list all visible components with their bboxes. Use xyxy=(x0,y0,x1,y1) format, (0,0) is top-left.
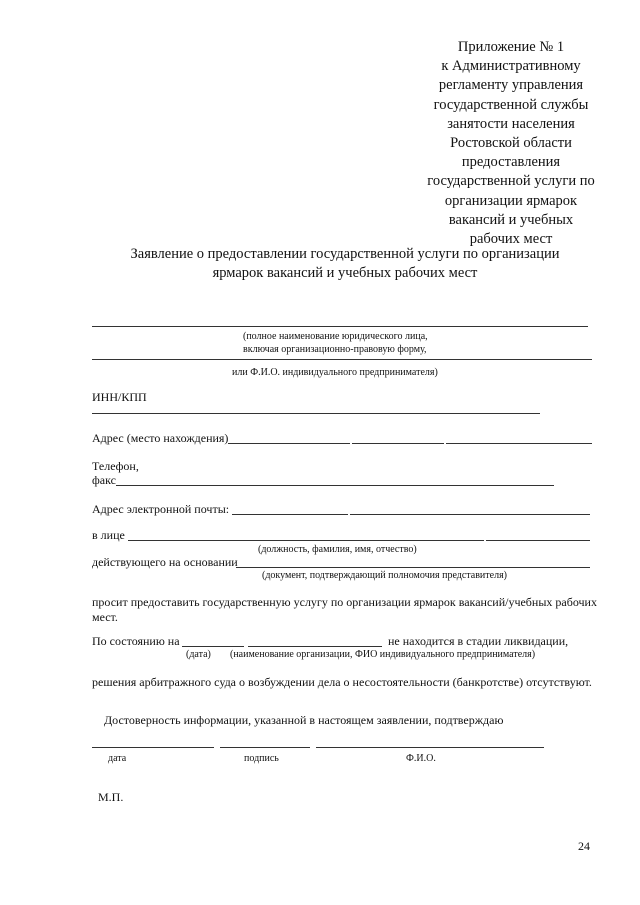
inn-label: ИНН/КПП xyxy=(92,390,147,404)
person-field[interactable] xyxy=(486,540,590,541)
address-field[interactable] xyxy=(352,443,444,444)
appendix-line: вакансий и учебных xyxy=(448,211,574,228)
org-name-field[interactable] xyxy=(92,326,588,327)
fax-label: факс xyxy=(92,473,116,487)
appendix-line: рабочих мест xyxy=(469,231,553,248)
status-org-field[interactable] xyxy=(248,646,382,647)
phone-fax-field[interactable] xyxy=(116,485,554,486)
email-label: Адрес электронной почты: xyxy=(92,502,230,516)
sign-fio-label: Ф.И.О. xyxy=(406,753,436,764)
sign-date-field[interactable] xyxy=(92,747,214,748)
appendix-line: Приложение № 1 xyxy=(457,39,565,55)
inn-field[interactable] xyxy=(92,413,540,414)
appendix-line: организации ярмарок xyxy=(444,192,578,209)
date-hint: (дата) xyxy=(186,649,211,660)
document-title xyxy=(100,245,590,283)
appendix-line: к Административному xyxy=(441,58,581,75)
sign-signature-field[interactable] xyxy=(220,747,310,748)
appendix-line: регламенту управления xyxy=(438,77,584,94)
appendix-line: государственной услуги по xyxy=(427,173,595,190)
status-suffix: не находится в стадии ликвидации, xyxy=(388,634,569,648)
title-line: Заявление о предоставлении государственной услуги по организации xyxy=(130,246,560,262)
title-line: ярмарок вакансий и учебных рабочих мест xyxy=(212,265,478,281)
org-name-hint: (полное наименование юридического лица, xyxy=(243,331,428,342)
page-number: 24 xyxy=(578,839,590,853)
sign-fio-field[interactable] xyxy=(316,747,544,748)
request-text: просит предоставить государственную услугу по организации ярмарок вакансий/учебных рабочих xyxy=(92,595,597,609)
status-prefix: По состоянию на xyxy=(92,634,180,648)
status-date-field[interactable] xyxy=(182,646,244,647)
appendix-line: Ростовской области xyxy=(450,135,572,152)
basis-field[interactable] xyxy=(236,567,590,568)
org-name-hint-2: (наименование организации, ФИО индивидуального предпринимателя) xyxy=(230,649,536,660)
appendix-line: предоставления xyxy=(461,154,561,171)
person-hint: (должность, фамилия, имя, отчество) xyxy=(258,544,417,555)
request-text: мест. xyxy=(92,610,118,624)
person-label: в лице xyxy=(92,528,125,542)
org-name-hint: или Ф.И.О. индивидуального предпринимателя) xyxy=(232,367,438,378)
court-text: решения арбитражного суда о возбуждении дела о несостоятельности (банкротстве) отсутствуют. xyxy=(92,675,592,689)
person-field[interactable] xyxy=(128,540,484,541)
address-field[interactable] xyxy=(228,443,350,444)
stamp-label: М.П. xyxy=(98,790,124,804)
appendix-block xyxy=(398,38,624,249)
confirm-text: Достоверность информации, указанной в настоящем заявлении, подтверждаю xyxy=(104,713,504,727)
basis-hint: (документ, подтверждающий полномочия представителя) xyxy=(262,570,508,581)
sign-date-label: дата xyxy=(108,753,127,764)
basis-label: действующего на основании xyxy=(92,555,238,569)
appendix-line: государственной службы xyxy=(433,96,589,113)
address-label: Адрес (место нахождения) xyxy=(92,431,229,445)
email-field[interactable] xyxy=(232,514,348,515)
phone-label: Телефон, xyxy=(92,459,139,473)
org-name-hint: включая организационно-правовую форму, xyxy=(243,344,427,355)
sign-signature-label: подпись xyxy=(244,753,279,764)
email-field[interactable] xyxy=(350,514,590,515)
org-name-field-2[interactable] xyxy=(92,359,592,360)
address-field[interactable] xyxy=(446,443,592,444)
appendix-line: занятости населения xyxy=(447,115,575,132)
